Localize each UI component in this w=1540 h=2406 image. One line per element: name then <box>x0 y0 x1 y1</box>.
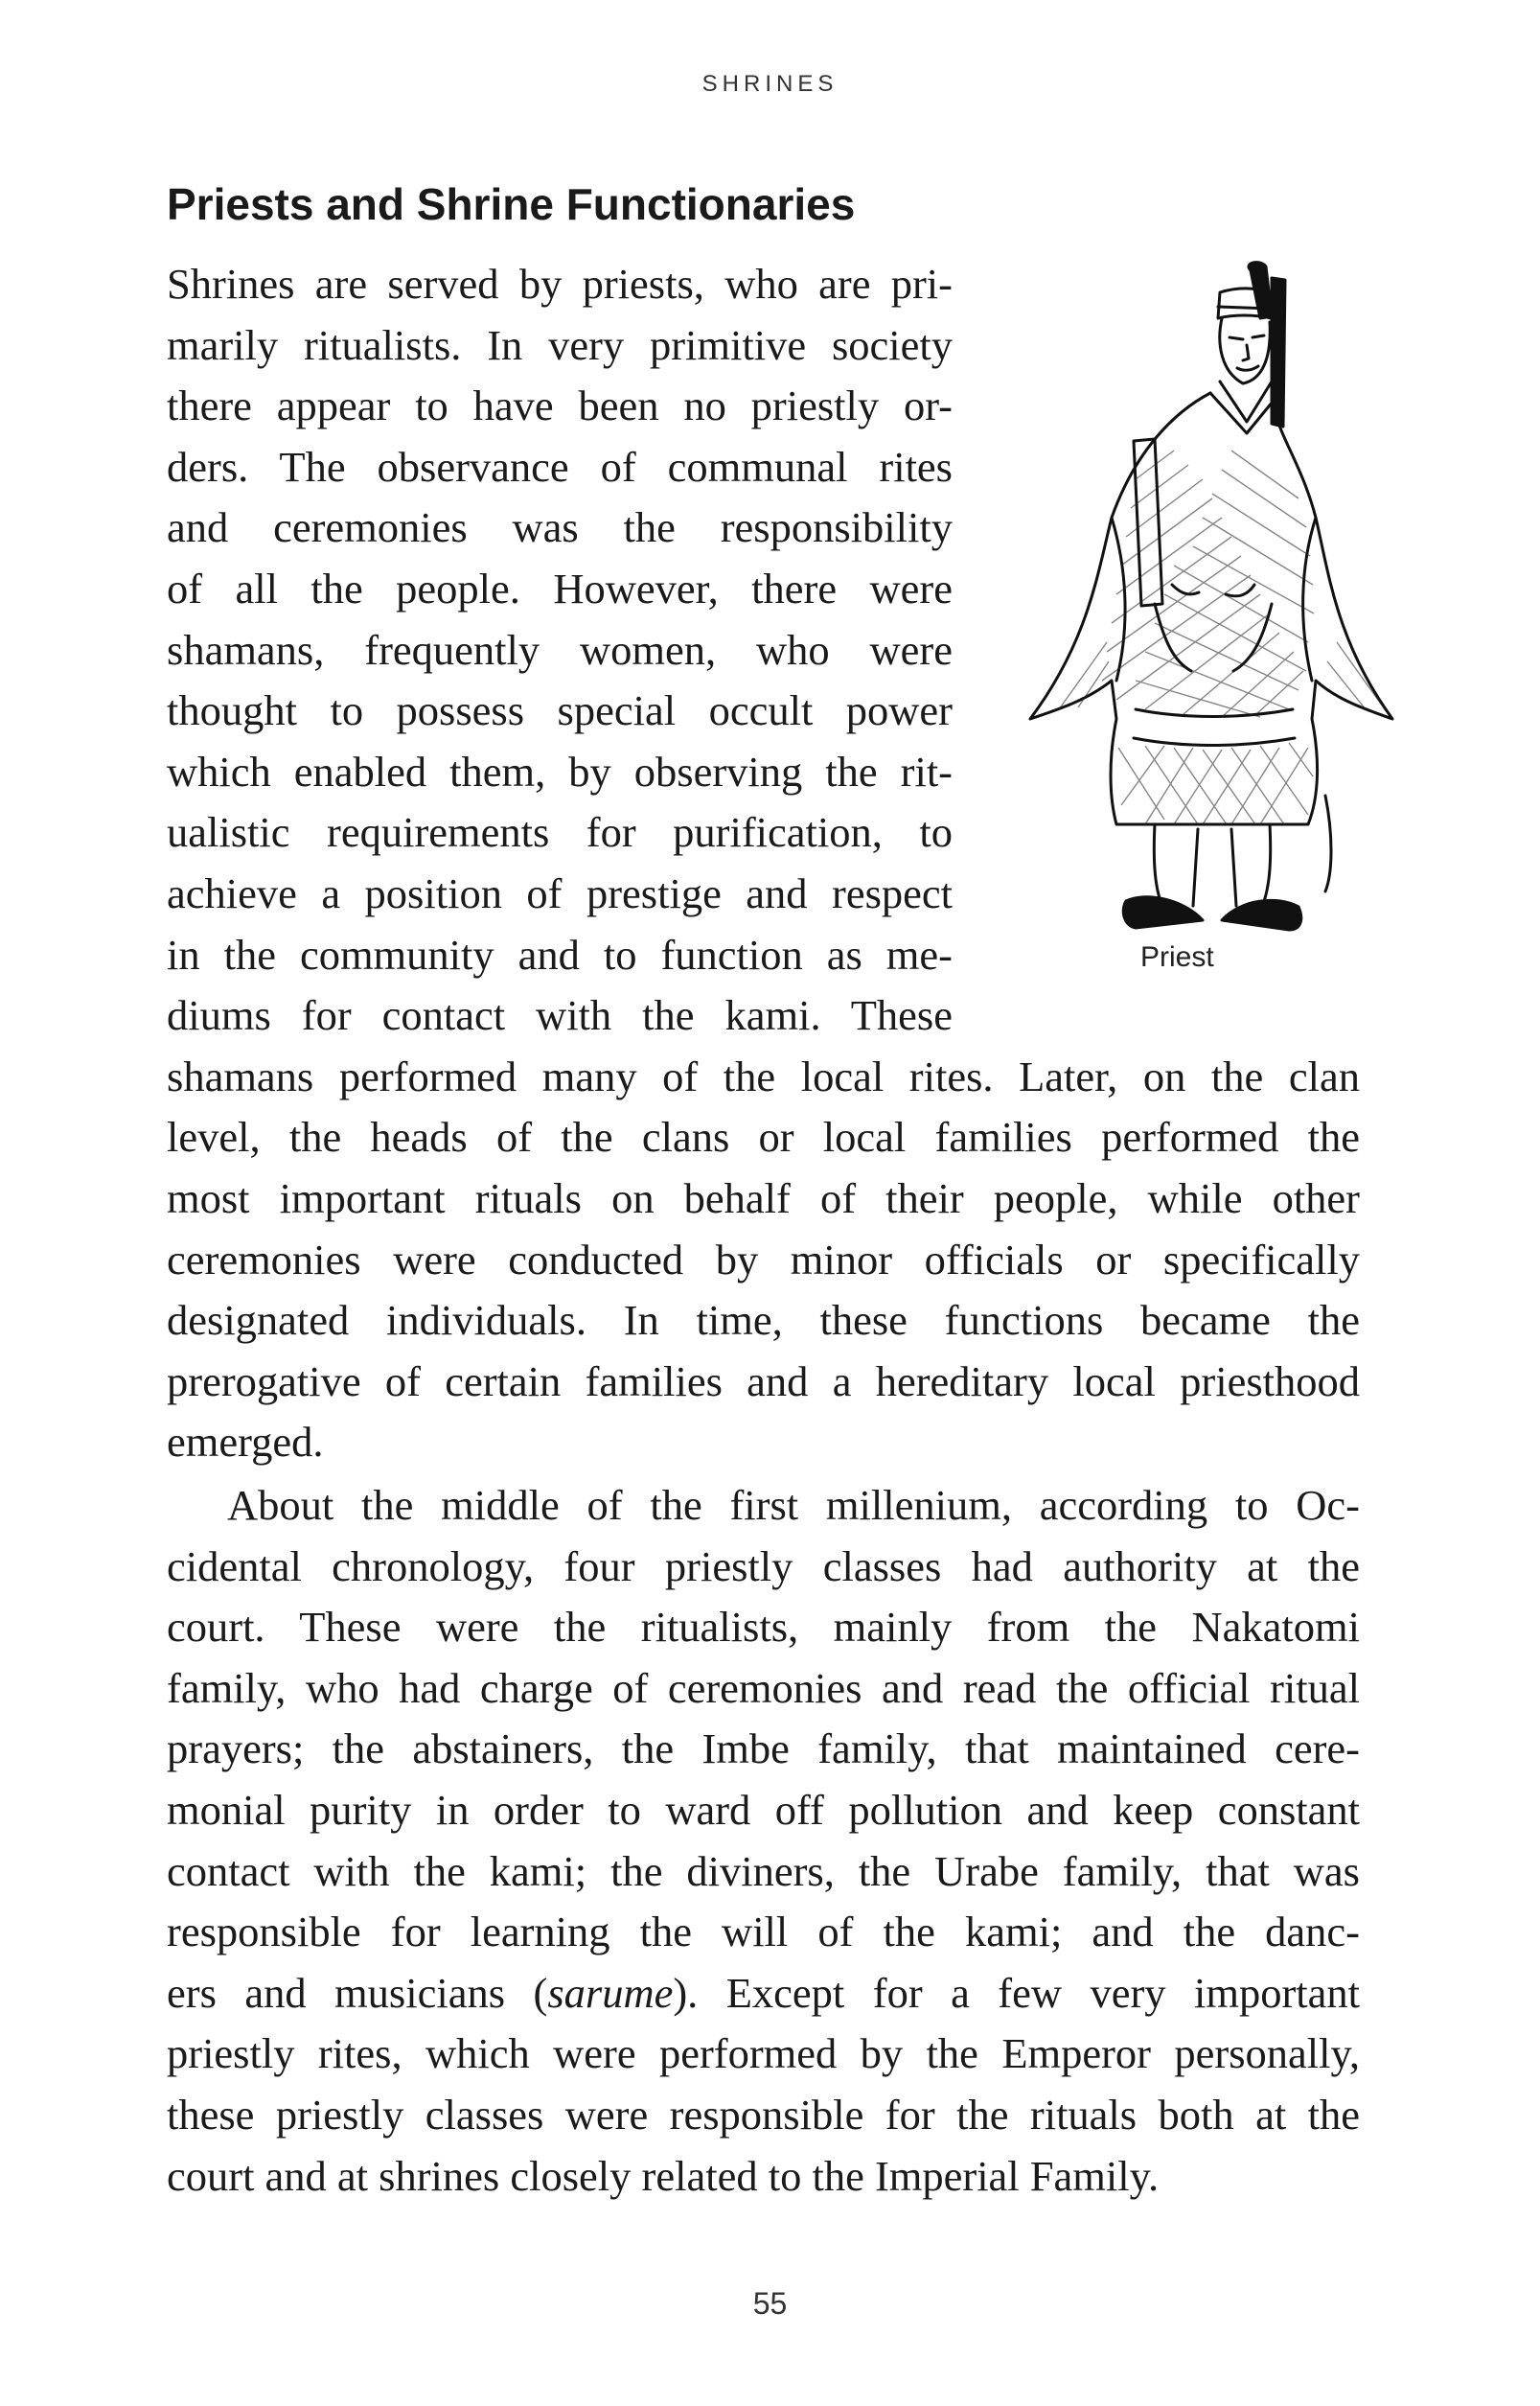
text-line: court. These were the ritualists, mainly from the Nakatomi <box>167 1603 1360 1652</box>
text-line: contact with the kami; the diviners, the Urabe family, that was <box>167 1846 1360 1895</box>
text-line: ualistic requirements for purification, to <box>167 808 953 857</box>
text-line: cidental chronology, four priestly classes had authority at the <box>167 1541 1360 1590</box>
text-line: shamans, frequently women, who were <box>167 625 953 674</box>
italic-term: sarume <box>547 1968 674 2017</box>
running-head: SHRINES <box>701 71 839 97</box>
text-line: monial purity in order to ward off pollution and keep constant <box>167 1785 1360 1834</box>
text-line: prerogative of certain families and a hereditary local priesthood <box>167 1356 1360 1405</box>
text-line: court and at shrines closely related to the Imperial Family. <box>167 2151 1160 2200</box>
text-line: diums for contact with the kami. These <box>167 991 953 1040</box>
text-line: shamans performed many of the local rites. Later, on the clan <box>167 1052 1360 1100</box>
text-line: in the community and to function as me- <box>167 930 953 979</box>
text-line: marily ritualists. In very primitive society <box>167 320 953 369</box>
section-title: Priests and Shrine Functionaries <box>167 179 856 229</box>
text-line: ders. The observance of communal rites <box>167 442 953 491</box>
text-line: thought to possess special occult power <box>167 686 953 735</box>
text-line: emerged. <box>167 1418 324 1467</box>
text-line: priestly rites, which were performed by the Emperor personally, <box>167 2029 1360 2078</box>
text-line: and ceremonies was the responsibility <box>167 503 953 552</box>
text-line: these priestly classes were responsible for the rituals both at the <box>167 2090 1360 2139</box>
text-fragment: ). Except for a few very important <box>673 1968 1361 2017</box>
text-line: there appear to have been no priestly or- <box>167 382 953 430</box>
text-line: Shrines are served by priests, who are pri- <box>167 260 953 308</box>
figure-caption: Priest <box>1140 941 1214 973</box>
text-line: prayers; the abstainers, the Imbe family, that maintained cere- <box>167 1724 1360 1773</box>
text-line: responsible for learning the will of the kami; and the danc- <box>167 1908 1360 1956</box>
text-line: designated individuals. In time, these functions became the <box>167 1296 1360 1345</box>
paragraph-2 <box>167 1475 1360 2207</box>
text-line: which enabled them, by observing the rit- <box>167 747 953 796</box>
text-line: ceremonies were conducted by minor officials or specifically <box>167 1235 1360 1284</box>
paragraph-1 <box>167 254 1360 1473</box>
text-line: family, who had charge of ceremonies and read the official ritual <box>167 1663 1360 1712</box>
text-line: About the middle of the first millenium, according to Oc- <box>227 1481 1360 1529</box>
text-line: most important rituals on behalf of their people, while other <box>167 1173 1360 1222</box>
text-fragment: ers and musicians ( <box>167 1968 548 2017</box>
page-number: 55 <box>752 2286 788 2321</box>
text-line <box>167 1963 1360 2024</box>
text-line: achieve a position of prestige and respect <box>167 868 953 917</box>
text-line: of all the people. However, there were <box>167 564 953 613</box>
text-line: level, the heads of the clans or local families performed the <box>167 1113 1360 1162</box>
